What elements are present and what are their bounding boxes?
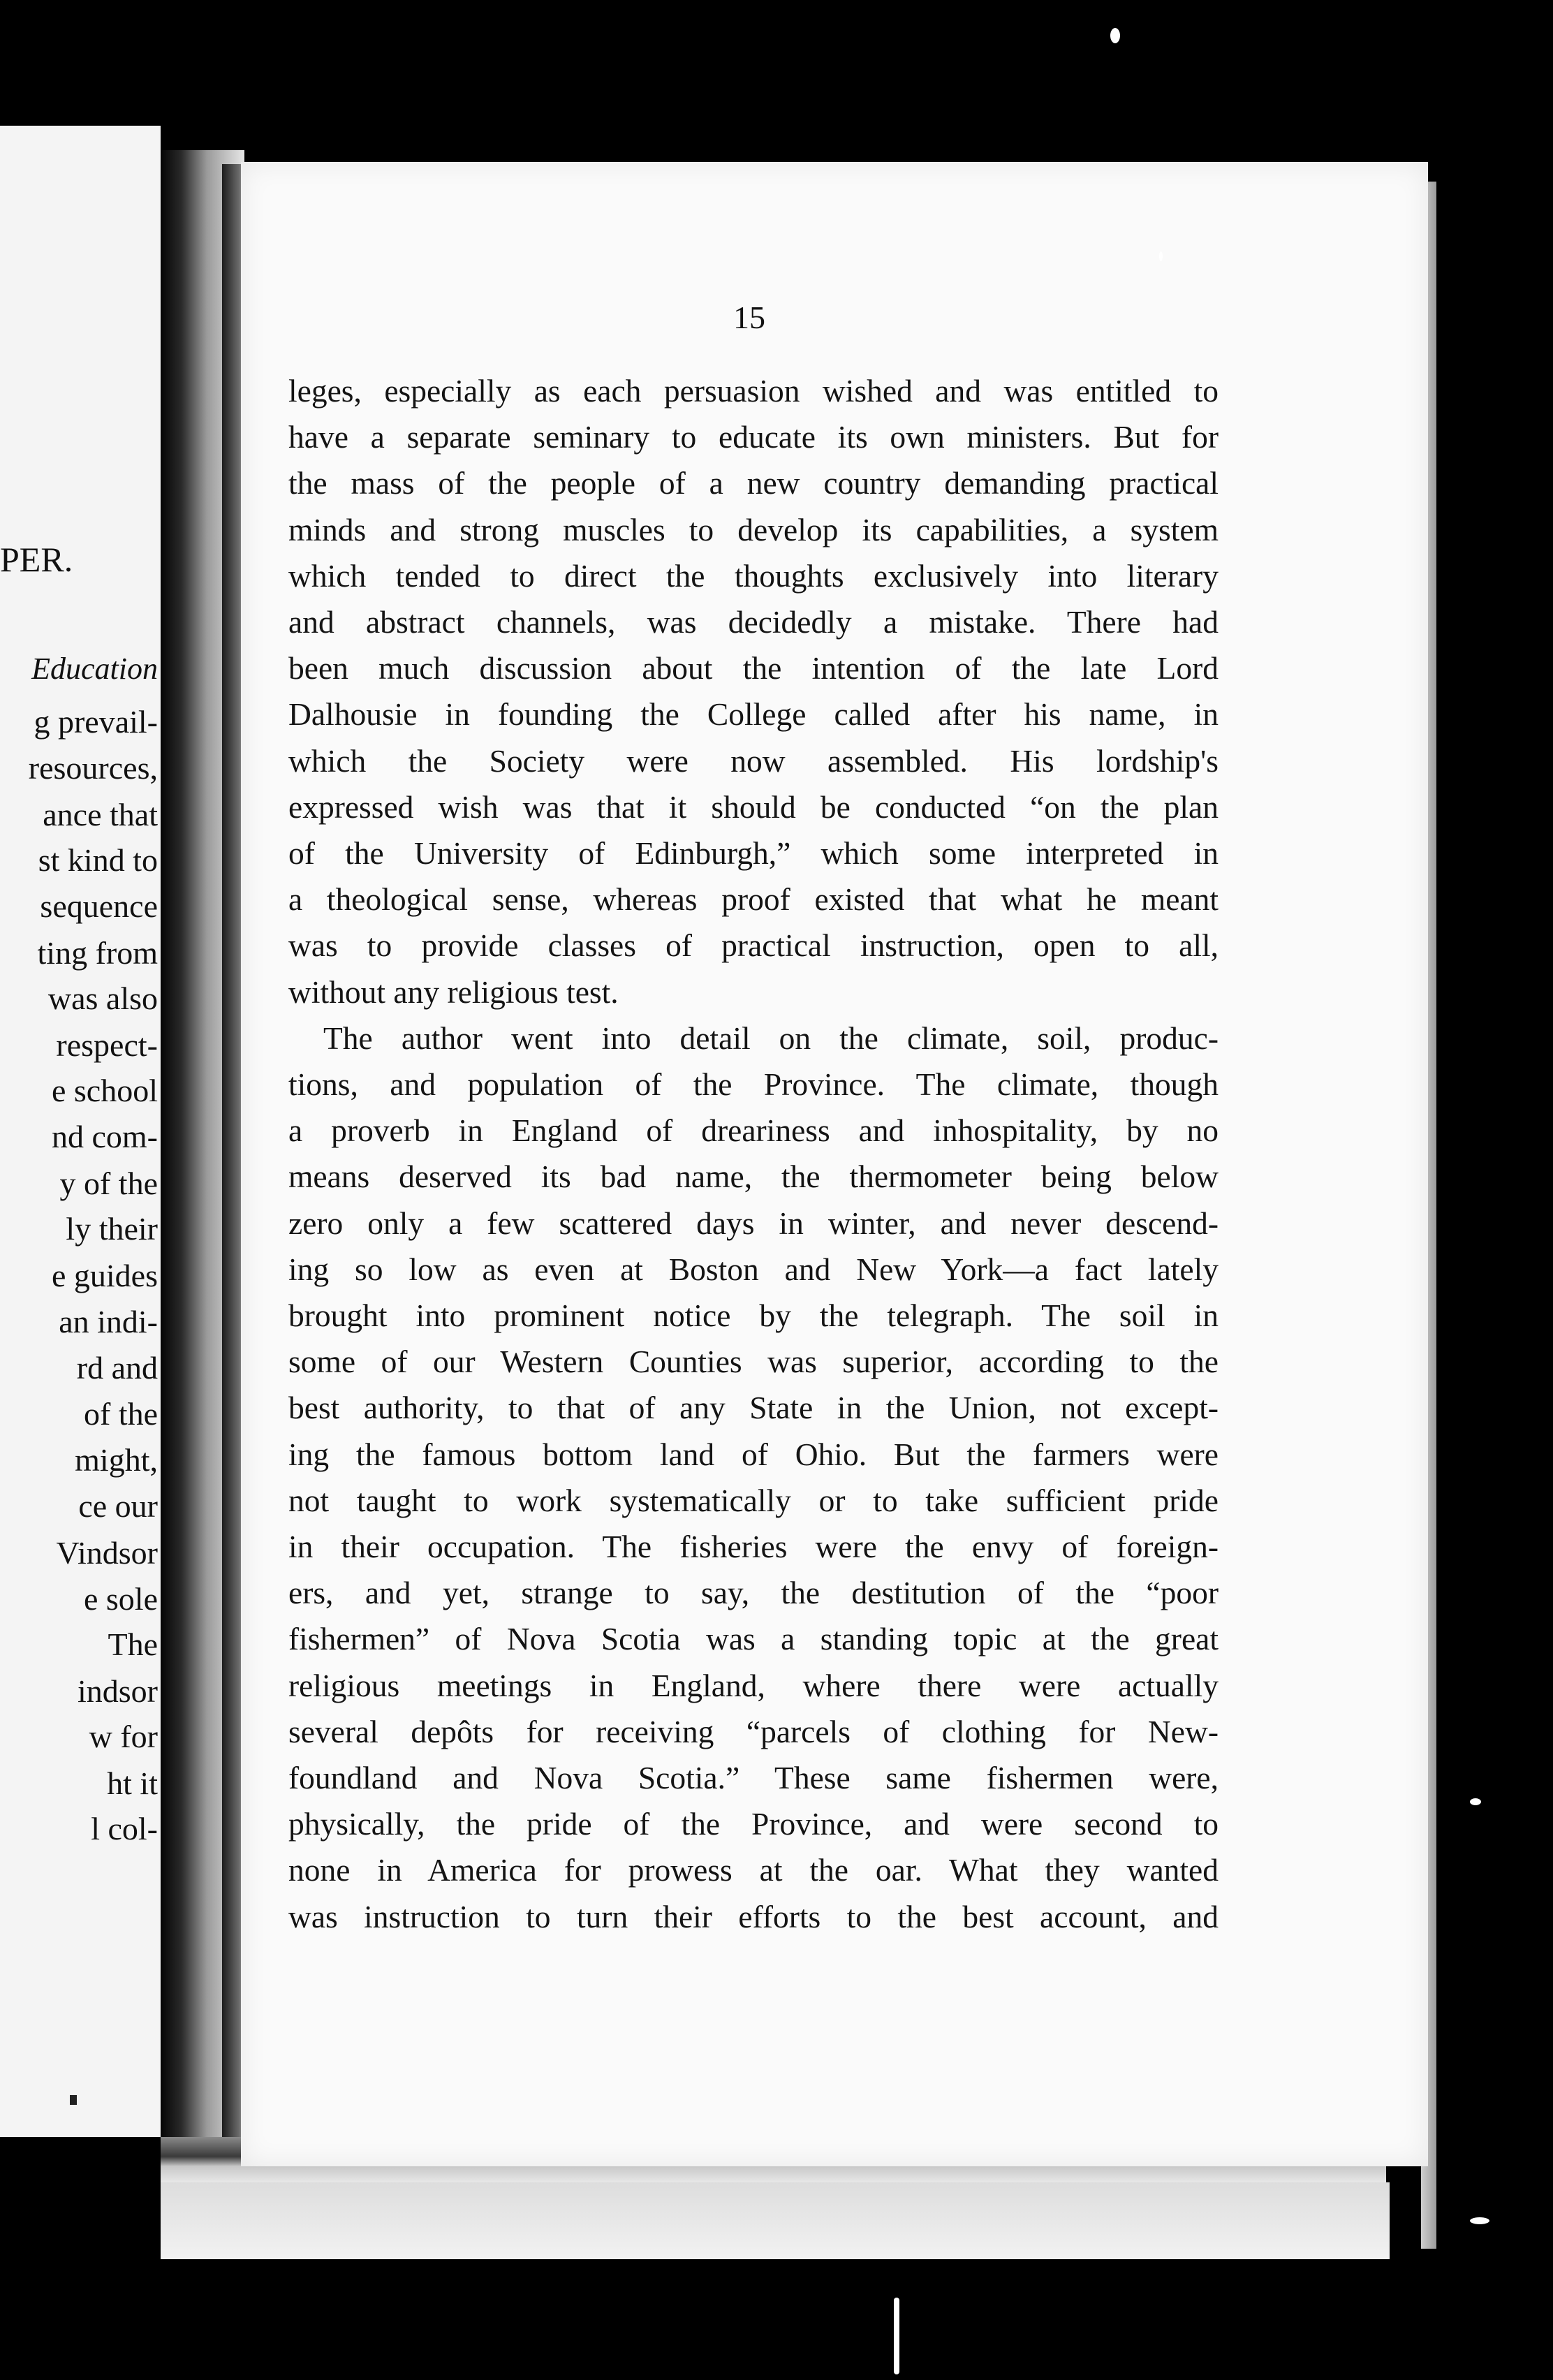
text-line: ers, and yet, strange to say, the destitution of the “poor — [288, 1575, 1219, 1610]
text-line: have a separate seminary to educate its own ministers. But for — [288, 419, 1219, 455]
under-page-strip — [161, 2182, 1390, 2259]
text-line: some of our Western Counties was superior, according to the — [288, 1344, 1219, 1379]
left-page-fragment: y of the — [59, 1166, 158, 1201]
left-page-fragment: resources, — [28, 750, 158, 786]
text-line: of the University of Edinburgh,” which some interpreted in — [288, 835, 1219, 871]
text-line: means deserved its bad name, the thermometer being below — [288, 1159, 1219, 1194]
left-page-fragment: l col- — [91, 1811, 158, 1846]
left-page-fragment: w for — [89, 1719, 158, 1754]
left-page-fragment: g prevail- — [34, 704, 158, 740]
page-number: 15 — [733, 300, 765, 335]
text-line: a proverb in England of dreariness and inhospitality, by no — [288, 1112, 1219, 1148]
text-line: and abstract channels, was decidedly a mistake. There had — [288, 604, 1219, 640]
text-line: not taught to work systematically or to take sufficient pride — [288, 1483, 1219, 1518]
left-page-fragment: an indi- — [59, 1304, 158, 1339]
left-page-fragment: e school — [51, 1073, 158, 1108]
scan-speck — [1470, 1798, 1481, 1805]
left-page-fragment: of the — [83, 1396, 158, 1432]
text-line: Dalhousie in founding the College called after his name, in — [288, 696, 1219, 732]
text-line: which the Society were now assembled. His lordship's — [288, 743, 1219, 779]
left-page-fragment: sequence — [40, 888, 158, 924]
text-line: a theological sense, whereas proof existed that what he meant — [288, 881, 1219, 917]
text-line: minds and strong muscles to develop its capabilities, a system — [288, 512, 1219, 548]
left-page-fragment: e sole — [83, 1581, 158, 1617]
text-line: expressed wish was that it should be conducted “on the plan — [288, 789, 1219, 825]
left-page-fragment: nd com- — [51, 1119, 158, 1154]
text-line: ing so low as even at Boston and New York—a fact lately — [288, 1251, 1219, 1287]
left-page-fragment: might, — [75, 1442, 158, 1478]
text-line: physically, the pride of the Province, and were second to — [288, 1806, 1219, 1842]
scan-speck — [1110, 28, 1120, 43]
text-line: in their occupation. The fisheries were the envy of foreign- — [288, 1529, 1219, 1564]
text-line: foundland and Nova Scotia.” These same fishermen were, — [288, 1760, 1219, 1795]
text-line: none in America for prowess at the oar. What they wanted — [288, 1852, 1219, 1888]
left-page-fragment: e guides — [51, 1258, 158, 1293]
text-line: several depôts for receiving “parcels of clothing for New- — [288, 1714, 1219, 1749]
text-line: which tended to direct the thoughts exclusively into literary — [288, 558, 1219, 594]
text-line: been much discussion about the intention of the late Lord — [288, 650, 1219, 686]
ink-dot — [70, 2095, 77, 2105]
scan-speck — [1470, 2217, 1489, 2224]
left-page-fragment: ce our — [78, 1488, 158, 1524]
text-line: religious meetings in England, where there were actually — [288, 1668, 1219, 1703]
scan-speck — [894, 2298, 899, 2374]
text-line: was to provide classes of practical instruction, open to all, — [288, 927, 1219, 963]
text-line: ing the famous bottom land of Ohio. But the farmers were — [288, 1437, 1219, 1472]
left-facing-page — [0, 126, 161, 2137]
left-page-heading: PER. — [0, 540, 73, 579]
left-page-subheading: Education — [31, 652, 158, 686]
left-page-fragment: rd and — [76, 1350, 158, 1386]
text-line: was instruction to turn their efforts to the best account, and — [288, 1899, 1219, 1934]
text-line: brought into prominent notice by the telegraph. The soil in — [288, 1298, 1219, 1333]
text-line: best authority, to that of any State in the Union, not except- — [288, 1390, 1219, 1425]
left-page-fragment: The — [108, 1626, 158, 1662]
left-page-fragment: was also — [47, 980, 158, 1016]
left-page-fragment: indsor — [78, 1673, 158, 1709]
left-page-fragment: ance that — [43, 797, 158, 832]
left-page-fragment: st kind to — [38, 842, 158, 878]
text-line: tions, and population of the Province. The climate, though — [288, 1066, 1219, 1102]
text-line: The author went into detail on the climate, soil, produc- — [323, 1020, 1219, 1056]
text-line: without any religious test. — [288, 974, 619, 1010]
left-page-fragment: ht it — [107, 1765, 158, 1801]
text-line: leges, especially as each persuasion wished and was entitled to — [288, 373, 1219, 409]
text-line: zero only a few scattered days in winter, and never descend- — [288, 1205, 1219, 1241]
left-page-fragment: ting from — [37, 935, 158, 971]
text-line: fishermen” of Nova Scotia was a standing topic at the great — [288, 1621, 1219, 1657]
scan-speck — [1159, 251, 1163, 261]
left-page-fragment: ly their — [66, 1211, 158, 1247]
text-line: the mass of the people of a new country demanding practical — [288, 465, 1219, 501]
left-page-fragment: Vindsor — [56, 1535, 158, 1571]
left-page-fragment: respect- — [56, 1027, 158, 1063]
